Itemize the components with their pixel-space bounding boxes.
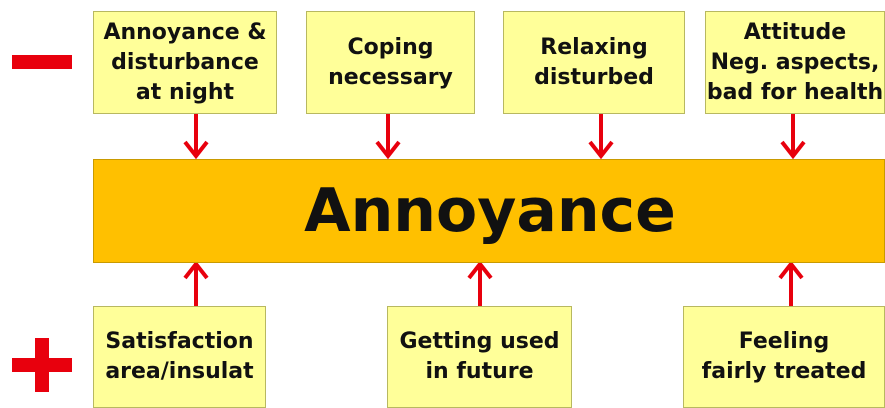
arrow-down-icon: [183, 114, 209, 159]
central-annoyance-box: [93, 159, 885, 263]
factor-satisfaction-area: Satisfaction area/insulat: [93, 306, 266, 408]
arrow-down-icon: [588, 114, 614, 159]
arrow-up-icon: [778, 263, 804, 306]
arrow-up-icon: [183, 263, 209, 306]
factor-coping-necessary: Coping necessary: [306, 11, 475, 114]
arrow-up-icon: [467, 263, 493, 306]
plus-sign-icon: [12, 338, 72, 392]
arrow-down-icon: [375, 114, 401, 159]
central-label: Annoyance: [304, 176, 676, 246]
factor-getting-used-future: Getting used in future: [387, 306, 572, 408]
factor-annoyance-disturbance-night: Annoyance & disturbance at night: [93, 11, 277, 114]
factor-relaxing-disturbed: Relaxing disturbed: [503, 11, 685, 114]
minus-sign-icon: [12, 55, 72, 69]
arrow-down-icon: [780, 114, 806, 159]
factor-feeling-fairly-treated: Feeling fairly treated: [683, 306, 885, 408]
factor-attitude-negative-aspects: Attitude Neg. aspects, bad for health: [705, 11, 885, 114]
